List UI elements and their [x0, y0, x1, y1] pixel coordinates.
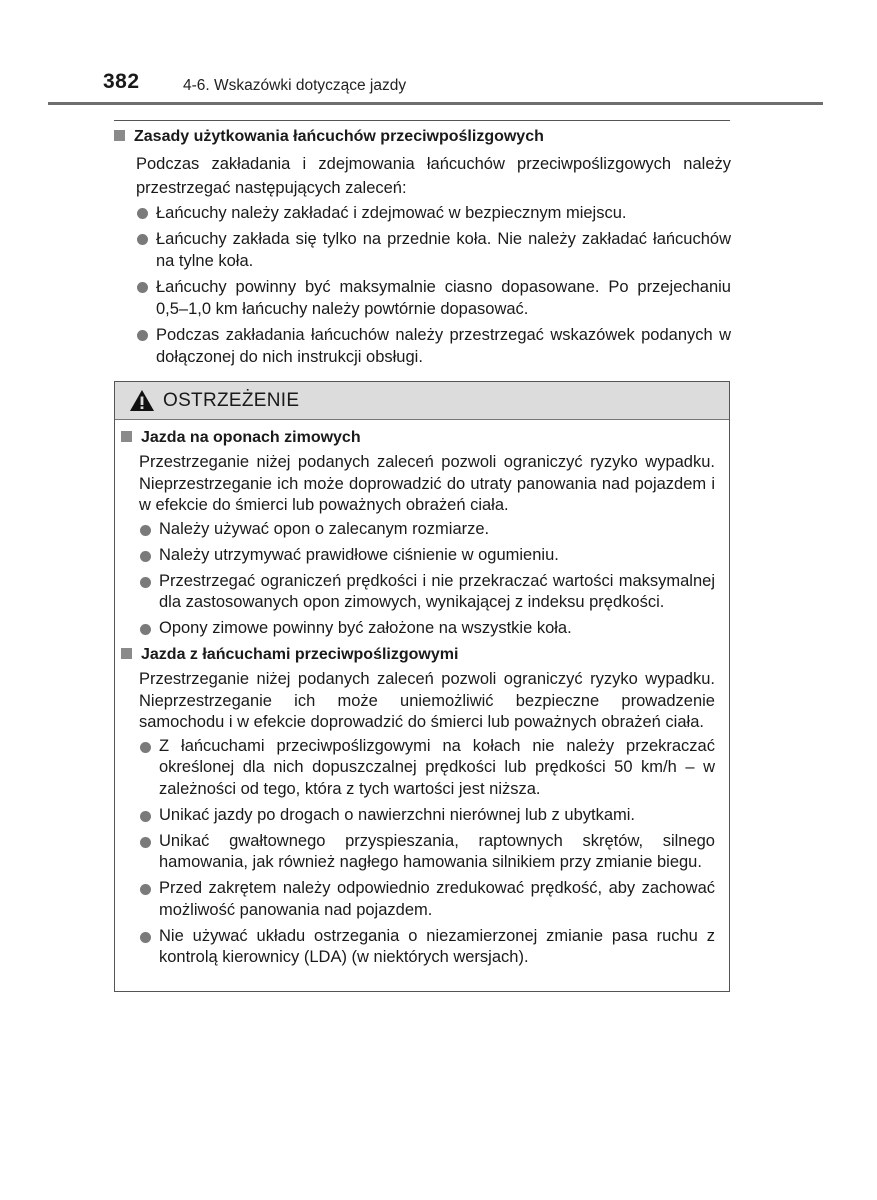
winter-tires-heading: Jazda na oponach zimowych	[121, 427, 715, 449]
list-item: Łańcuchy powinny być maksymalnie ciasno dopasowane. Po przejechaniu 0,5–1,0 km łańcuchy należy powtórnie dopasować.	[136, 276, 731, 320]
chains-usage-heading: Zasady użytkowania łańcuchów przeciwpoślizgowych	[114, 126, 731, 148]
bullet-dot-icon	[140, 884, 151, 895]
page-header	[103, 70, 823, 100]
list-item: Unikać gwałtownego przyspieszania, raptownych skrętów, silnego hamowania, jak również nagłego hamowania silnikiem przy zmianie biegu.	[139, 831, 715, 874]
list-item: Należy utrzymywać prawidłowe ciśnienie w ogumieniu.	[139, 545, 715, 567]
bullet-dot-icon	[140, 837, 151, 848]
bullet-dot-icon	[137, 208, 148, 219]
chains-driving-heading: Jazda z łańcuchami przeciwpoślizgowymi	[121, 644, 715, 666]
list-item: Podczas zakładania łańcuchów należy przestrzegać wskazówek podanych w dołączonej do nich instrukcji obsługi.	[136, 324, 731, 368]
bullet-dot-icon	[140, 577, 151, 588]
header-divider	[48, 102, 823, 105]
bullet-dot-icon	[140, 811, 151, 822]
content-top-divider	[114, 120, 730, 121]
winter-tires-intro: Przestrzeganie niżej podanych zaleceń pozwoli ograniczyć ryzyko wypadku. Nieprzestrzeganie ich może doprowadzić do utraty panowania nad pojazdem i w efekcie do śmierci lub poważnych obrażeń ciała.	[139, 453, 715, 514]
list-item: Nie używać układu ostrzegania o niezamierzonej zmianie pasa ruchu z kontrolą kierownicy (LDA) (w niektórych wersjach).	[139, 926, 715, 969]
warning-body	[115, 420, 729, 969]
bullet-dot-icon	[137, 282, 148, 293]
list-item: Łańcuchy zakłada się tylko na przednie koła. Nie należy zakładać łańcuchów na tylne koła.	[136, 228, 731, 272]
chains-usage-intro: Podczas zakładania i zdejmowania łańcuchów przeciwpoślizgowych należy przestrzegać następujących zaleceń:	[136, 155, 731, 197]
chains-driving-list	[139, 736, 715, 969]
bullet-dot-icon	[140, 742, 151, 753]
warning-header	[115, 382, 729, 420]
bullet-dot-icon	[140, 551, 151, 562]
square-bullet-icon	[114, 130, 125, 141]
winter-tires-list	[139, 519, 715, 640]
chains-driving-intro: Przestrzeganie niżej podanych zaleceń pozwoli ograniczyć ryzyko wypadku. Nieprzestrzeganie ich może uniemożliwić bezpieczne prowadzenie samochodu i w efekcie doprowadzić do śmierci lub poważnych obrażeń ciała.	[139, 670, 715, 731]
chains-usage-list	[136, 202, 731, 368]
list-item: Unikać jazdy po drogach o nawierzchni nierównej lub z ubytkami.	[139, 805, 715, 827]
bullet-dot-icon	[140, 932, 151, 943]
list-item: Przed zakrętem należy odpowiednio zredukować prędkość, aby zachować możliwość panowania nad pojazdem.	[139, 878, 715, 921]
warning-title: OSTRZEŻENIE	[163, 389, 300, 411]
bullet-dot-icon	[137, 330, 148, 341]
warning-box	[114, 381, 730, 992]
page-number: 382	[103, 70, 140, 93]
square-bullet-icon	[121, 648, 132, 659]
warning-triangle-icon	[129, 389, 155, 412]
bullet-dot-icon	[140, 525, 151, 536]
bullet-dot-icon	[137, 234, 148, 245]
square-bullet-icon	[121, 431, 132, 442]
list-item: Należy używać opon o zalecanym rozmiarze.	[139, 519, 715, 541]
list-item: Przestrzegać ograniczeń prędkości i nie przekraczać wartości maksymalnej dla zastosowanych opon zimowych, wynikającej z indeksu prędkości.	[139, 571, 715, 614]
section-title: 4-6. Wskazówki dotyczące jazdy	[183, 77, 407, 94]
list-item: Opony zimowe powinny być założone na wszystkie koła.	[139, 618, 715, 640]
list-item: Z łańcuchami przeciwpoślizgowymi na kołach nie należy przekraczać określonej dla nich dopuszczalnej prędkości lub prędkości 50 km/h – w zależności od tego, która z tych wartości jest niższa.	[139, 736, 715, 801]
list-item: Łańcuchy należy zakładać i zdejmować w bezpiecznym miejscu.	[136, 202, 731, 224]
bullet-dot-icon	[140, 624, 151, 635]
chains-usage-section	[114, 126, 731, 372]
